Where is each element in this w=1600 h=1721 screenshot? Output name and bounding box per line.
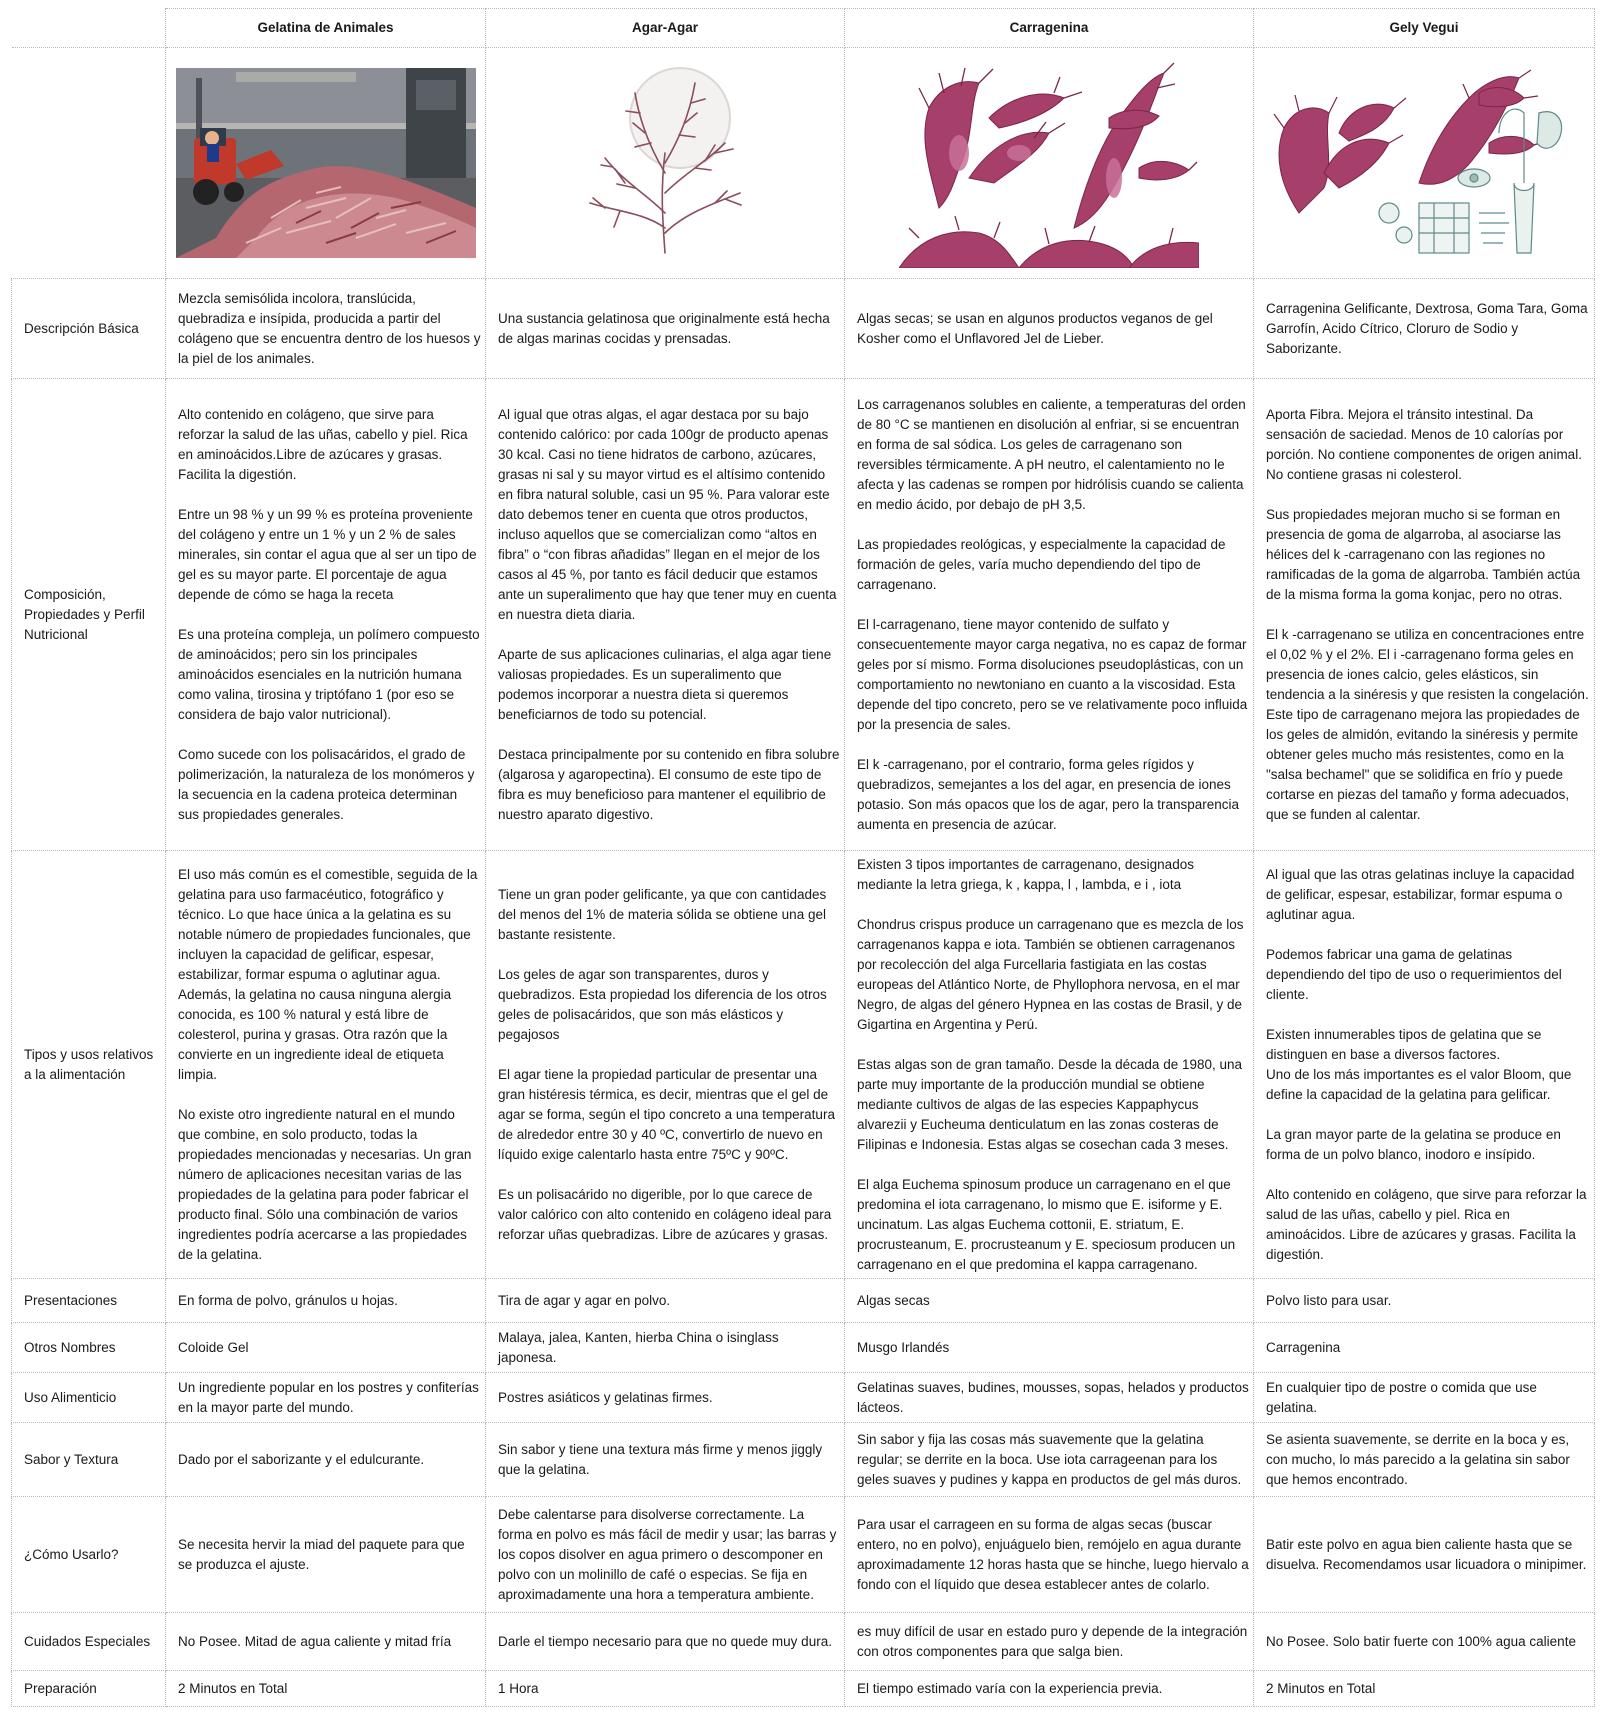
row-sabor-textura [12,1423,1595,1497]
corner-cell-image-row [12,48,166,279]
cell-gelatina [166,851,486,1279]
cell-paragraph: Destaca principalmente por su contenido en fibra solubre (algarosa y agaropectina). El consumo de este tipo de fibra es muy beneficioso para mantener el equilibrio de nuestro aparato digestivo. [498,746,840,822]
cell-gely-vegui [1254,379,1595,851]
row-composicion [12,379,1595,851]
image-cell-gely-vegui [1254,48,1595,279]
cell-gelatina [166,1279,486,1323]
cell-gelatina [166,279,486,379]
cell-gely-vegui [1254,851,1595,1279]
cell-paragraph: El uso más común es el comestible, seguida de la gelatina para uso farmacéutico, fotográfico y técnico. Lo que hace única a la gelatina es su notable número de propiedades funcionales, que incluyen la capacidad de gelificar, espesar, estabilizar, formar espuma o aglutinar agua. Además, la gelatina no causa ninguna alergia conocida, es 100 % natural y está libre de colesterol, purina y grasas. Otra razón que la convierte en un ingrediente ideal de etiqueta limpia. [178,866,478,1082]
row-label: Sabor y Textura [12,1423,166,1497]
cell-paragraph: Es una proteína compleja, un polímero compuesto de aminoácidos; pero sin los principales aminoácidos esenciales en la nutrición humana como valina, tirosina y triptófano 1 (por eso se considera de bajo valor nutricional). [178,626,480,722]
image-cell-gelatina [166,48,486,279]
cell-paragraph: El tiempo estimado varía con la experiencia previa. [857,1680,1163,1696]
row-label: Descripción Básica [12,279,166,379]
cell-paragraph: En forma de polvo, gránulos u hojas. [178,1292,398,1308]
cell-paragraph: El alga Euchema spinosum produce un carragenano en el que predomina el iota carragenano, lo mismo que E. isiforme y E. uncinatum. Las algas Euchema cottonii, E. striatum, E. procrusteanum, E. procrusteanum y E. speciosum producen un carragenano en el que predomina el kappa carragenano. [857,1176,1236,1272]
image-cell-agar [486,48,845,279]
cell-agar [486,1671,845,1707]
cell-paragraph: Batir este polvo en agua bien caliente hasta que se disuelva. Recomendamos usar licuadora o minipimer. [1266,1536,1587,1572]
cell-paragraph: Una sustancia gelatinosa que originalmente está hecha de algas marinas cocidas y prensadas. [498,310,830,346]
cell-paragraph: El k -carragenano, por el contrario, forma geles rígidos y quebradizos, semejantes a los del agar, en presencia de iones potasio. Son más opacos que los de agar, pero la transparencia aumenta en presencia de azúcar. [857,756,1239,832]
row-descripcion-basica [12,279,1595,379]
cell-paragraph: En cualquier tipo de postre o comida que use gelatina. [1266,1379,1537,1415]
cell-paragraph: Se necesita hervir la miad del paquete para que se produzca el ajuste. [178,1536,465,1572]
cell-paragraph: Podemos fabricar una gama de gelatinas dependiendo del tipo de uso o requerimientos del cliente. [1266,946,1562,1002]
cell-paragraph: Postres asiáticos y gelatinas firmes. [498,1389,713,1405]
column-header-gelatina-animales: Gelatina de Animales [166,9,486,48]
row-label: ¿Cómo Usarlo? [12,1497,166,1613]
cell-paragraph: Existen innumerables tipos de gelatina que se distinguen en base a diversos factores. Uno de los más importantes es el valor Bloom, que define la capacidad de la gelatina para gelificar. [1266,1026,1572,1102]
cell-paragraph: No Posee. Solo batir fuerte con 100% agua caliente [1266,1633,1576,1649]
row-preparacion [12,1671,1595,1707]
cell-paragraph: Musgo Irlandés [857,1339,950,1355]
cell-paragraph: Al igual que las otras gelatinas incluye la capacidad de gelificar, espesar, estabilizar, formar espuma o aglutinar agua. [1266,866,1575,922]
cell-paragraph: 1 Hora [498,1680,539,1696]
cell-gely-vegui [1254,1279,1595,1323]
cell-gelatina [166,1497,486,1613]
gelatin-comparison-table [11,8,1595,1707]
cell-gely-vegui [1254,1497,1595,1613]
cell-paragraph: No Posee. Mitad de agua caliente y mitad fría [178,1633,452,1649]
cell-paragraph: Los geles de agar son transparentes, duros y quebradizos. Esta propiedad los diferencia de los otros geles de polisacáridos, que son más elásticos y pegajosos [498,966,827,1042]
cell-paragraph: Se asienta suavemente, se derrite en la boca y es, con mucho, lo más parecido a la gelatina sin sabor que hemos encontrado. [1266,1431,1570,1487]
red-seaweed-botanical-plate [1269,63,1579,263]
cell-paragraph: Tiene un gran poder gelificante, ya que con cantidades del menos del 1% de materia sólida se obtiene una gel bastante resistente. [498,886,827,942]
cell-paragraph: Alto contenido en colágeno, que sirve para reforzar la salud de las uñas, cabello y piel. Rica en aminoácidos.Libre de azúcares y grasas. Facilita la digestión. [178,406,468,482]
cell-paragraph: Como sucede con los polisacáridos, el grado de polimerización, la naturaleza de los monómeros y la secuencia en la cadena proteica determinan sus propiedades generales. [178,746,475,822]
image-cell-carragenina [845,48,1254,279]
cell-gely-vegui [1254,1613,1595,1671]
cell-paragraph: Sin sabor y tiene una textura más firme y menos jiggly que la gelatina. [498,1441,823,1477]
cell-agar [486,851,845,1279]
cell-paragraph: Darle el tiempo necesario para que no quede muy dura. [498,1633,832,1649]
cell-paragraph: Dado por el saborizante y el edulcurante. [178,1451,425,1467]
cell-gely-vegui [1254,1671,1595,1707]
cell-gelatina [166,1323,486,1373]
row-label: Cuidados Especiales [12,1613,166,1671]
cell-paragraph: Un ingrediente popular en los postres y confiterías en la mayor parte del mundo. [178,1379,479,1415]
cell-paragraph: Existen 3 tipos importantes de carragenano, designados mediante la letra griega, k , kappa, l , lambda, e i , iota [857,856,1194,892]
row-uso-alimenticio [12,1373,1595,1423]
header-row [12,9,1595,48]
cell-paragraph: Debe calentarse para disolverse correctamente. La forma en polvo es más fácil de medir y usar; las barras y los copos disolver en agua primero o descomponer en polvo con un molinillo de café o especias. Se fija en aproximadamente una hora a temperatura ambiente. [498,1506,837,1602]
cell-paragraph: La gran mayor parte de la gelatina se produce en forma de un polvo blanco, inodoro e insípido. [1266,1126,1561,1162]
cell-paragraph: Carragenina [1266,1339,1341,1355]
row-label: Composición, Propiedades y Perfil Nutricional [12,379,166,851]
cell-gelatina [166,1613,486,1671]
cell-paragraph: Aparte de sus aplicaciones culinarias, el alga agar tiene valiosas propiedades. Es un superalimento que podemos incorporar a nuestra dieta si queremos beneficiarnos de todo su potencial. [498,646,832,722]
cell-carragenina [845,1497,1254,1613]
column-header-gely-vegui: Gely Vegui [1254,9,1595,48]
cell-paragraph: El agar tiene la propiedad particular de presentar una gran histéresis térmica, es decir, mientras que el gel de agar se forma, según el tipo concreto a una temperatura de alrededor entre 30 y 40 ºC, convertirlo de nuevo en líquido exige calentarlo hasta entre 75ºC y 90ºC. [498,1066,835,1162]
cell-gelatina [166,1671,486,1707]
cell-agar [486,1423,845,1497]
column-header-carragenina: Carragenina [845,9,1254,48]
cell-paragraph: Carragenina Gelificante, Dextrosa, Goma Tara, Goma Garrofín, Acido Cítrico, Cloruro de Sodio y Saborizante. [1266,300,1588,356]
cell-paragraph: Aporta Fibra. Mejora el tránsito intestinal. Da sensación de saciedad. Menos de 10 calorías por porción. No contiene componentes de origen animal. No contiene grasas ni colesterol. [1266,406,1582,482]
row-como-usarlo [12,1497,1595,1613]
cell-paragraph: Sus propiedades mejoran mucho si se forman en presencia de goma de algarroba, al asociarse las hélices del k -carragenano con las regiones no ramificadas de la goma de algarroba. También actúa de la misma forma la goma konjac, pero no otras. [1266,506,1581,602]
cell-agar [486,1497,845,1613]
cell-agar [486,1373,845,1423]
cell-paragraph: Sin sabor y fija las cosas más suavemente que la gelatina regular; se derrite en la boca. Use iota carrageenan para los geles suaves y pudines y kappa en productos de gel más duros. [857,1431,1242,1487]
cell-paragraph: Las propiedades reológicas, y especialmente la capacidad de formación de geles, varía mucho dependiendo del tipo de carragenano. [857,536,1226,592]
cell-paragraph: Los carragenanos solubles en caliente, a temperaturas del orden de 80 °C se mantienen en disolución al enfriar, si se encuentran en forma de sal sódica. Los geles de carragenano son reversibles térmicamente. A pH neutro, el calentamiento no le afecta y las cadenas se rompen por hidrólisis cuando se calienta en medio ácido, por debajo de pH 3,5. [857,396,1246,512]
cell-paragraph: es muy difícil de usar en estado puro y depende de la integración con otros componentes para que salga bien. [857,1623,1248,1659]
cell-paragraph: Polvo listo para usar. [1266,1292,1392,1308]
cell-paragraph: Para usar el carrageen en su forma de algas secas (buscar entero, no en polvo), enjuáguelo bien, remójelo en agua durante aproximadamente 12 horas hasta que se hinche, luego hiervalo a fondo con el líquido que desea establecer antes de colarlo. [857,1516,1249,1592]
cell-gely-vegui [1254,1323,1595,1373]
cell-paragraph: El k -carragenano se utiliza en concentraciones entre el 0,02 % y el 2%. El i -carragenano forma geles en presencia de iones calcio, geles elásticos, sin tendencia a la sinéresis y que resisten la congelación. Este tipo de carragenano mejora las propiedades de los geles de almidón, evitando la sinéresis y permite obtener geles mucho más resistentes, como en la "salsa bechamel" que se solidifica en frío y puede cortarse en piezas del tamaño y forma adecuados, que se funden al calentar. [1266,626,1589,822]
cell-carragenina [845,379,1254,851]
cell-paragraph: Gelatinas suaves, budines, mousses, sopas, helados y productos lácteos. [857,1379,1249,1415]
gelatin-factory-photo [176,68,476,258]
cell-paragraph: Mezcla semisólida incolora, translúcida, quebradiza e insípida, producida a partir del colágeno que se encuentra dentro de los huesos y la piel de los animales. [178,290,481,366]
cell-paragraph: Al igual que otras algas, el agar destaca por su bajo contenido calórico: por cada 100gr de producto apenas 30 kcal. Casi no tiene hidratos de carbono, azúcares, grasas ni sal y su mayor virtud es el altísimo contenido en fibra natural soluble, casi un 95 %. Para valorar este dato debemos tener en cuenta que otros productos, incluso aquellos que se comercializan como “altos en fibra” o “con fibras añadidas” llegan en el mejor de los casos al 45 %, por tanto es fácil deducir que estamos ante un superalimento que hay que tener muy en cuenta en nuestra dieta diaria. [498,406,837,622]
cell-carragenina [845,1373,1254,1423]
cell-paragraph: Malaya, jalea, Kanten, hierba China o isinglass japonesa. [498,1329,779,1365]
cell-paragraph: 2 Minutos en Total [178,1680,288,1696]
cell-carragenina [845,851,1254,1279]
cell-gelatina [166,1373,486,1423]
cell-carragenina [845,1423,1254,1497]
cell-carragenina [845,1279,1254,1323]
cell-agar [486,1279,845,1323]
cell-paragraph: Entre un 98 % y un 99 % es proteína proveniente del colágeno y entre un 1 % y un 2 % de sales minerales, sin contar el agua que al ser un tipo de gel es su mayor parte. El porcentaje de agua depende de cómo se haga la receta [178,506,477,602]
cell-carragenina [845,279,1254,379]
cell-agar [486,279,845,379]
row-label: Preparación [12,1671,166,1707]
cell-agar [486,1613,845,1671]
cell-gelatina [166,1423,486,1497]
cell-agar [486,379,845,851]
cell-carragenina [845,1323,1254,1373]
cell-carragenina [845,1613,1254,1671]
row-cuidados-especiales [12,1613,1595,1671]
image-row [12,48,1595,279]
row-presentaciones [12,1279,1595,1323]
cell-paragraph: Coloide Gel [178,1339,249,1355]
cell-agar [486,1323,845,1373]
row-otros-nombres [12,1323,1595,1373]
cell-paragraph: El l-carragenano, tiene mayor contenido de sulfato y consecuentemente mayor carga negativa, no es capaz de formar geles por sí mismo. Forma disoluciones pseudoplásticas, con un comportamiento no newtoniano en cuanto a la viscosidad. Esta depende del tipo concreto, pero se ve relativamente poco influida por la presencia de sales. [857,616,1248,732]
cell-paragraph: No existe otro ingrediente natural en el mundo que combine, en solo producto, todas la propiedades mencionadas y necesarias. Un gran número de aplicaciones necesitan varias de las propiedades de la gelatina para poder fabricar el producto final. Sólo una combinación de varios ingredientes podría acercarse a las propiedades de la gelatina. [178,1106,472,1262]
cell-paragraph: Estas algas son de gran tamaño. Desde la década de 1980, una parte muy importante de la producción mundial se obtiene mediante cultivos de algas de las especies Kappaphycus alvarezii y Eucheuma denticulatum en las zonas costeras de Filipinas e Indonesia. Estas algas se cosechan cada 3 meses. [857,1056,1243,1152]
cell-paragraph: Tira de agar y agar en polvo. [498,1292,671,1308]
cell-carragenina [845,1671,1254,1707]
row-tipos-usos [12,851,1595,1279]
red-seaweed-illustration [899,58,1199,268]
cell-paragraph: Alto contenido en colágeno, que sirve para reforzar la salud de las uñas, cabello y piel. Rica en aminoácidos. Libre de azúcares y grasas. Facilita la digestión. [1266,1186,1587,1262]
cell-gely-vegui [1254,1423,1595,1497]
row-label: Tipos y usos relativos a la alimentación [12,851,166,1279]
cell-gely-vegui [1254,1373,1595,1423]
cell-paragraph: 2 Minutos en Total [1266,1680,1376,1696]
cell-paragraph: Chondrus crispus produce un carragenano que es mezcla de los carragenanos kappa e iota. También se obtienen carragenanos por recolección del alga Furcellaria fastigiata en las costas europeas del Atlántico Norte, de Phyllophora nervosa, en el mar Negro, de algas del género Hypnea en las costas de Brasil, y de Gigartina en Argentina y Perú. [857,916,1244,1032]
cell-paragraph: Algas secas [857,1292,930,1308]
cell-paragraph: Es un polisacárido no digerible, por lo que carece de valor calórico con alto contenido en colágeno ideal para reforzar uñas quebradizas. Libre de azúcares y grasas. [498,1186,832,1242]
row-label: Presentaciones [12,1279,166,1323]
agar-seaweed-illustration [565,63,765,263]
corner-cell [12,9,166,48]
row-label: Uso Alimenticio [12,1373,166,1423]
row-label: Otros Nombres [12,1323,166,1373]
column-header-agar-agar: Agar-Agar [486,9,845,48]
cell-paragraph: Algas secas; se usan en algunos productos veganos de gel Kosher como el Unflavored Jel de Lieber. [857,310,1213,346]
cell-gelatina [166,379,486,851]
cell-gely-vegui [1254,279,1595,379]
